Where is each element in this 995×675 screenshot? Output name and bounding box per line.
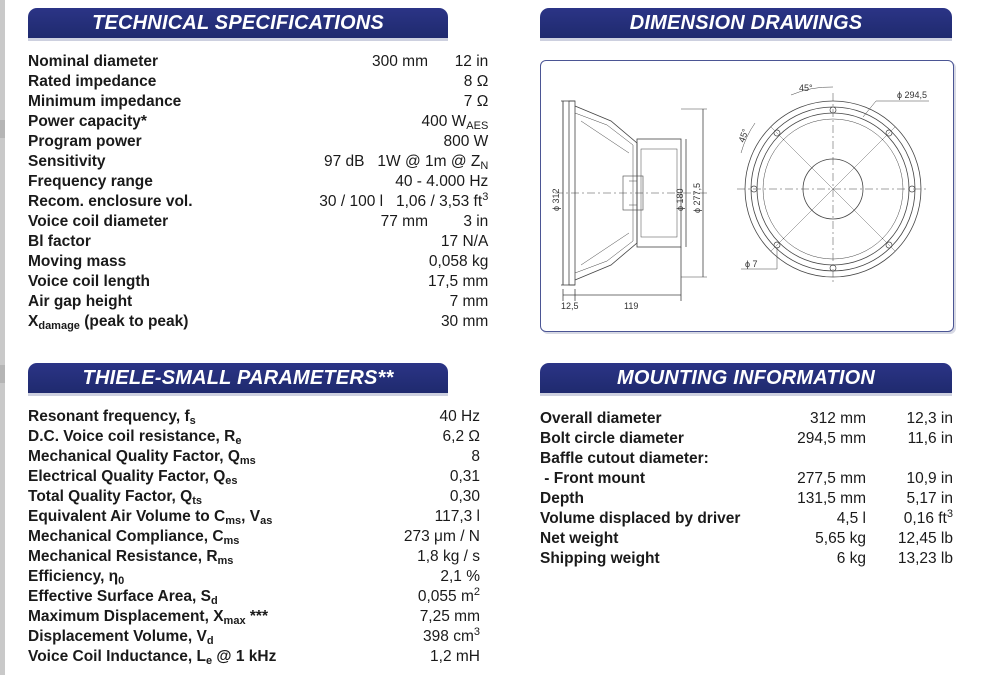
mount-value: 312 mm (810, 410, 866, 427)
spec-row-nominal-diameter (28, 52, 488, 72)
dimension-drawings-header: DIMENSION DRAWINGS (540, 8, 952, 38)
ts-label: Maximum Displacement, $X_{max}$ *** (28, 608, 268, 627)
spec-value: 800 W (443, 133, 489, 150)
edge-nub (0, 120, 5, 138)
mount-label: Baffle cutout diameter: (540, 450, 709, 467)
spec-row-program-power (28, 132, 488, 152)
spec-row-enclosure-volume (28, 192, 488, 212)
spec-row-rated-impedance (28, 72, 488, 92)
ts-row-re (28, 427, 480, 447)
spec-value: 7 Ω (463, 93, 489, 110)
ts-value: 6,2 Ω (442, 428, 480, 445)
spec-value: 8 Ω (463, 73, 489, 90)
dimension-drawing-panel (540, 60, 954, 332)
mount-value: 5,65 kg (815, 530, 866, 547)
spec-value: 300 mm (372, 53, 428, 70)
hole-diameter-label: ϕ 7 (745, 259, 758, 269)
ts-row-sd (28, 587, 480, 607)
mount-label: - Front mount (540, 470, 646, 487)
page-edge-bar (0, 0, 5, 675)
spec-label: Voice coil length (28, 273, 151, 290)
mount-label: Depth (540, 490, 584, 507)
thiele-small-header: THIELE-SMALL PARAMETERS** (28, 363, 448, 393)
ts-value: 398 $cm^3$ (423, 626, 480, 645)
ts-label: D.C. Voice coil resistance, $R_e$ (28, 428, 242, 447)
spec-row-air-gap-height (28, 292, 488, 312)
spec-value: 17 N/A (440, 233, 489, 250)
ts-row-xmax (28, 607, 480, 627)
spec-value: 97 dB 1W @ 1m @ $Z_N$ (323, 153, 489, 172)
dim-125-label: 12,5 (561, 301, 579, 311)
ts-value: 0,31 (449, 468, 480, 485)
ts-value: 0,30 (449, 488, 480, 505)
dim-2945-label: ϕ 294,5 (897, 90, 928, 100)
spec-label: Recom. enclosure vol. (28, 193, 193, 210)
ts-label: Mechanical Quality Factor, $Q_{ms}$ (28, 448, 256, 467)
spec-row-voice-coil-diameter (28, 212, 488, 232)
ts-value: 1,2 mH (430, 648, 480, 665)
mount-value-imperial: 12,3 in (906, 410, 953, 427)
spec-label: Sensitivity (28, 153, 106, 170)
ts-label: Electrical Quality Factor, $Q_{es}$ (28, 468, 238, 487)
mount-value: 6 kg (836, 550, 866, 567)
spec-label: Program power (28, 133, 142, 150)
ts-row-qms (28, 447, 480, 467)
ts-label: Displacement Volume, $V_d$ (28, 628, 214, 647)
mount-value: 131,5 mm (797, 490, 866, 507)
ts-row-qts (28, 487, 480, 507)
spec-label: Bl factor (28, 233, 91, 250)
thiele-small-table (28, 407, 480, 667)
dim-312-label: ϕ 312 (551, 188, 561, 211)
spec-row-minimum-impedance (28, 92, 488, 112)
mount-label: Shipping weight (540, 550, 660, 567)
spec-label: $X_{damage}$ (peak to peak) (28, 313, 189, 332)
spec-label: Nominal diameter (28, 53, 159, 70)
dim-119-label: 119 (624, 301, 639, 311)
angle-label-left: 45° (736, 127, 751, 144)
ts-value: 117,3 l (434, 508, 480, 525)
mount-label: Bolt circle diameter (540, 430, 684, 447)
spec-value: 7 mm (449, 293, 489, 310)
mount-row-net-weight (540, 529, 953, 549)
ts-value: 0,055 $m^2$ (417, 586, 480, 605)
technical-specifications-header: TECHNICAL SPECIFICATIONS (28, 8, 448, 38)
spec-row-voice-coil-length (28, 272, 488, 292)
mount-value-imperial: 11,6 in (907, 430, 953, 447)
ts-label: Resonant frequency, $f_s$ (28, 408, 196, 427)
mount-value: 294,5 mm (797, 430, 866, 447)
mount-value-imperial: 10,9 in (906, 470, 953, 487)
ts-label: Effective Surface Area, $S_d$ (28, 588, 218, 607)
spec-label: Voice coil diameter (28, 213, 169, 230)
mounting-information-header: MOUNTING INFORMATION (540, 363, 952, 393)
spec-value-imperial: 3 in (463, 213, 489, 230)
ts-row-vd (28, 627, 480, 647)
spec-label: Air gap height (28, 293, 133, 310)
spec-row-power-capacity (28, 112, 488, 132)
mount-row-bolt-circle (540, 429, 953, 449)
spec-row-bl-factor (28, 232, 488, 252)
mount-row-volume-displaced (540, 509, 953, 529)
spec-row-xdamage (28, 312, 488, 332)
ts-value: 1,8 kg / s (417, 548, 480, 565)
ts-value: 2,1 % (440, 568, 480, 585)
spec-value-imperial: 12 in (454, 53, 489, 70)
spec-value: 17,5 mm (428, 273, 489, 290)
ts-row-qes (28, 467, 480, 487)
mount-row-baffle-cutout (540, 449, 953, 469)
ts-value: 7,25 mm (419, 608, 480, 625)
dim-180-label: ϕ 180 (675, 188, 685, 211)
mount-row-depth (540, 489, 953, 509)
ts-label: Total Quality Factor, $Q_{ts}$ (28, 488, 202, 507)
spec-value: 30 / 100 l 1,06 / 3,53 $ft^3$ (319, 191, 489, 210)
mount-row-front-mount (540, 469, 953, 489)
ts-label: Efficiency, $\eta_0$ (28, 568, 125, 587)
spec-label: Minimum impedance (28, 93, 182, 110)
ts-row-vas (28, 507, 480, 527)
ts-label: Mechanical Resistance, $R_{ms}$ (28, 548, 234, 567)
speaker-dimension-drawing (541, 61, 953, 331)
mount-value: 4,5 l (836, 510, 866, 527)
spec-label: Frequency range (28, 173, 153, 190)
ts-row-fs (28, 407, 480, 427)
ts-row-rms (28, 547, 480, 567)
mount-row-overall-diameter (540, 409, 953, 429)
spec-value: 40 - 4.000 Hz (395, 173, 489, 190)
technical-specifications-table (28, 52, 488, 332)
mount-value-imperial: 13,23 lb (897, 550, 953, 567)
ts-label: Voice Coil Inductance, $L_e$ @ 1 kHz (28, 648, 277, 667)
mount-value: 277,5 mm (797, 470, 866, 487)
ts-label: Equivalent Air Volume to $C_{ms}$, $V_{as}$ (28, 508, 273, 527)
mount-label: Volume displaced by driver (540, 510, 741, 527)
spec-row-frequency-range (28, 172, 488, 192)
spec-row-sensitivity (28, 152, 488, 172)
mount-value-imperial: 5,17 in (906, 490, 953, 507)
spec-label: Moving mass (28, 253, 127, 270)
spec-row-moving-mass (28, 252, 488, 272)
spec-value: 400 $W_{AES}$ (421, 113, 489, 132)
ts-value: 273 μm / N (403, 528, 480, 545)
ts-value: 40 Hz (439, 408, 480, 425)
mount-label: Net weight (540, 530, 619, 547)
spec-value: 77 mm (380, 213, 428, 230)
mount-value-imperial: 0,16 $ft^3$ (903, 508, 953, 527)
ts-row-efficiency (28, 567, 480, 587)
angle-label-top: 45° (799, 83, 813, 93)
edge-nub (0, 365, 5, 383)
spec-label: Rated impedance (28, 73, 157, 90)
spec-value: 0,058 kg (428, 253, 489, 270)
mount-value-imperial: 12,45 lb (897, 530, 953, 547)
ts-value: 8 (471, 448, 480, 465)
ts-row-cms (28, 527, 480, 547)
mount-row-shipping-weight (540, 549, 953, 569)
ts-label: Mechanical Compliance, $C_{ms}$ (28, 528, 240, 547)
dim-2775-label: ϕ 277,5 (692, 182, 702, 213)
mount-label: Overall diameter (540, 410, 662, 427)
ts-row-le (28, 647, 480, 667)
spec-value: 30 mm (440, 313, 489, 330)
mounting-information-table (540, 409, 953, 569)
spec-label: Power capacity* (28, 113, 147, 130)
